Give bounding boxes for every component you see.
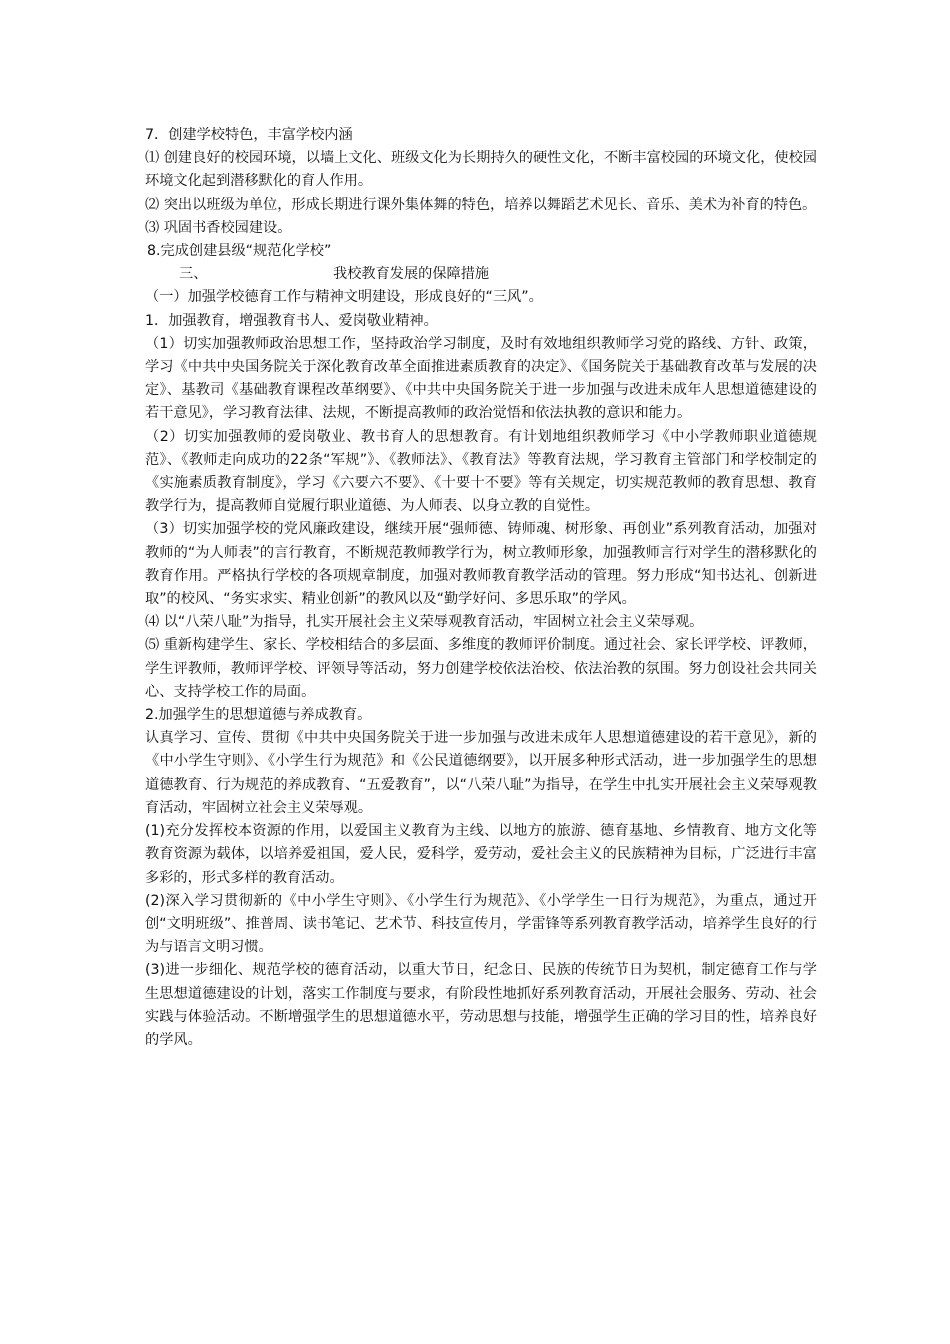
paragraph-moral-activities: (3)进一步细化、规范学校的德育活动，以重大节日，纪念日、民族的传统节日为契机，制定德育工作与学生思想道德建设的计划，落实工作制度与要求，有阶段性地抓好系列教育活动，开展社会服务、劳动、社会实践与体验活动。不断增强学生的思想道德水平，劳动思想与技能，增强学生正确的学习目的性，培养良好的学风。 [145, 962, 817, 1048]
paragraph-book-campus: ⑶ 巩固书香校园建设。 [145, 219, 292, 236]
section-title: 我校教育发展的保障措施 [333, 266, 490, 283]
paragraph-party-style: （3）切实加强学校的党风廉政建设，继续开展“强师德、铸师魂、树形象、再创业”系列教育活动，加强对教师的“为人师表”的言行教育，不断规范教师教学行为，树立教师形象，加强教师言行对学生的潜移默化的教育作用。严格执行学校的各项规章制度，加强对教师教育教学活动的管理。努力形成“知书达礼、创新进取”的校风、“务实求实、精业创新”的教风以及“勤学好问、多思乐取”的学风。 [145, 521, 817, 608]
heading-school-features: 7．创建学校特色，丰富学校内涵 [145, 127, 353, 143]
paragraph-local-resources: (1)充分发挥校本资源的作用，以爱国主义教育为主线、以地方的旅游、德育基地、乡情教育、地方文化等教育资源为载体，以培养爱祖国，爱人民，爱科学，爱劳动，爱社会主义的民族精神为目标，广泛进行丰富多彩的，形式多样的教育活动。 [145, 823, 817, 886]
paragraph-eight-honors: ⑷ 以“八荣八耻”为指导，扎实开展社会主义荣辱观教育活动，牢固树立社会主义荣辱观。 [145, 614, 704, 631]
heading-student-moral: 2.加强学生的思想道德与养成教育。 [145, 707, 372, 724]
subsection-heading-1: （一）加强学校德育工作与精神文明建设，形成良好的“三风”。 [145, 289, 543, 306]
paragraph-dedication-education: （2）切实加强教师的爱岗敬业、教书育人的思想教育。有计划地组织教师学习《中小学教师职业道德规范》、《教师走向成功的22条“军规”》、《教师法》、《教育法》等教育法规，学习教育主管部门和学校制定的《实施素质教育制度》，学习《六要六不要》、《十要十不要》等有关规定，切实规范教师的教育思想、教育教学行为，提高教师自觉履行职业道德、为人师表、以身立教的自觉性。 [145, 428, 817, 515]
paragraph-standard-school: 8.完成创建县级“规范化学校” [147, 243, 332, 260]
paragraph-study-documents: 认真学习、宣传、贯彻《中共中央国务院关于进一步加强与改进未成年人思想道德建设的若干意见》，新的《中小学生守则》、《小学生行为规范》和《公民道德纲要》，以开展多种形式活动，进一步加强学生的思想道德教育、行为规范的养成教育、“五爱教育”，以“八荣八耻”为指导，在学生中扎实开展社会主义荣辱观教育活动，牢固树立社会主义荣辱观。 [145, 730, 817, 816]
section-number: 三、 [179, 266, 208, 283]
heading-strengthen-education: 1．加强教育，增强教育书人、爱岗敬业精神。 [145, 312, 438, 329]
paragraph-campus-environment: ⑴ 创建良好的校园环境，以墙上文化、班级文化为长期持久的硬性文化，不断丰富校园的环境文化，使校园环境文化起到潜移默化的育人作用。 [145, 150, 817, 190]
paragraph-political-work: （1）切实加强教师政治思想工作，坚持政治学习制度，及时有效地组织教师学习党的路线、方针、政策，学习《中共中央国务院关于深化教育改革全面推进素质教育的决定》、《国务院关于基础教育改革与发展的决定》、基教司《基础教育课程改革纲要》、《中共中央国务院关于进一步加强与改进未成年人思想道德建设的若干意见》，学习教育法律、法规，不断提高教师的政治觉悟和依法执教的意识和能力。 [145, 335, 817, 422]
paragraph-class-dance: ⑵ 突出以班级为单位，形成长期进行课外集体舞的特色，培养以舞蹈艺术见长、音乐、美术为补育的特色。 [145, 196, 817, 213]
paragraph-student-code: (2)深入学习贯彻新的《中小学生守则》、《小学生行为规范》、《小学学生一日行为规范》，为重点，通过开创“文明班级”、推普周、读书笔记、艺术节、科技宣传月，学雷锋等系列教育教学活动，培养学生良好的行为与语言文明习惯。 [145, 892, 817, 956]
document-page [145, 124, 817, 1052]
section-heading-3 [145, 263, 817, 286]
paragraph-teacher-evaluation: ⑸ 重新构建学生、家长、学校相结合的多层面、多维度的教师评价制度。通过社会、家长评学校、评教师，学生评教师，教师评学校、评领导等活动，努力创建学校依法治校、依法治教的氛围。努力创设社会共同关心、支持学校工作的局面。 [145, 637, 817, 700]
